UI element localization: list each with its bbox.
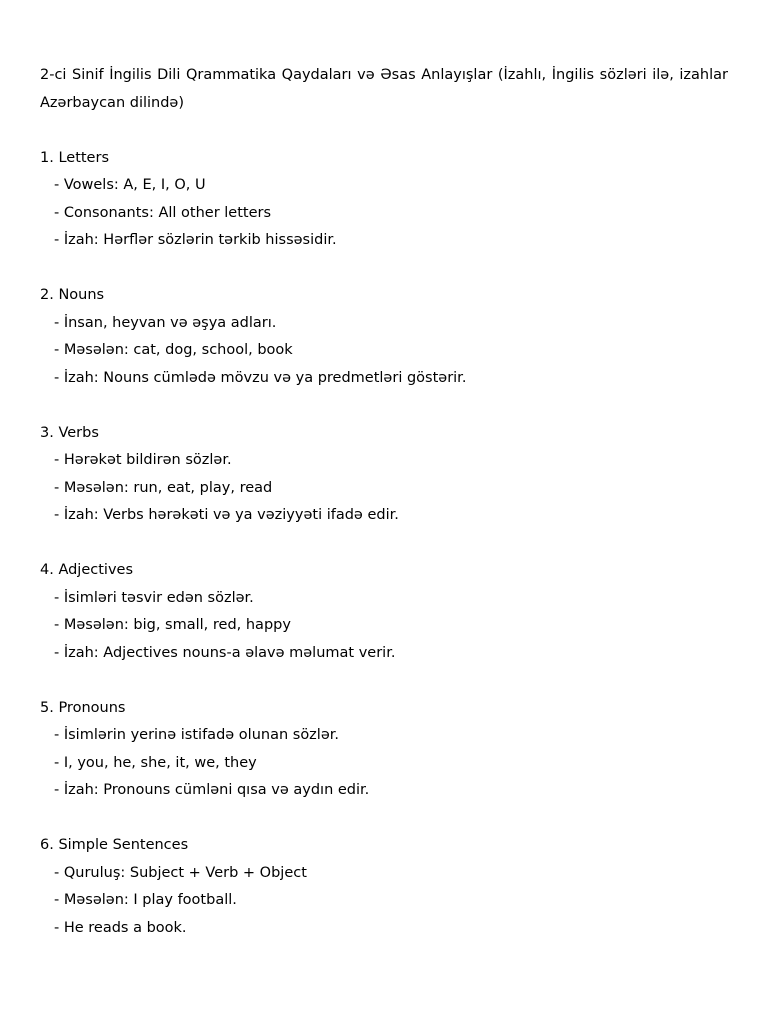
section-verbs: [40, 420, 728, 530]
document-title: 2-ci Sinif İngilis Dili Qrammatika Qaydaları və Əsas Anlayışlar (İzahlı, İngilis sözləri ilə, izahlar Azərbaycan dilində): [40, 67, 728, 111]
section-heading: 1. Letters: [40, 149, 109, 166]
list-item: - Məsələn: cat, dog, school, book: [54, 342, 293, 358]
section-heading: 6. Simple Sentences: [40, 837, 189, 853]
list-item: - İzah: Nouns cümlədə mövzu və ya predmetləri göstərir.: [54, 369, 467, 386]
section-items: [40, 860, 728, 943]
list-item: - Vowels: A, E, I, O, U: [54, 177, 206, 193]
section-adjectives: [40, 557, 728, 667]
list-item: - Məsələn: big, small, red, happy: [54, 617, 291, 633]
list-item: - İzah: Pronouns cümləni qısa və aydın edir.: [54, 782, 370, 798]
list-item: - Quruluş: Subject + Verb + Object: [54, 864, 307, 881]
section-heading: 4. Adjectives: [40, 562, 134, 578]
list-item: - Hərəkət bildirən sözlər.: [54, 452, 232, 468]
list-item: - İnsan, heyvan və əşya adları.: [54, 314, 277, 331]
list-item: - İzah: Verbs hərəkəti və ya vəziyyəti ifadə edir.: [54, 507, 399, 523]
list-item: - Məsələn: run, eat, play, read: [54, 479, 273, 496]
list-item: - İsimlərin yerinə istifadə olunan sözlər.: [54, 727, 339, 743]
list-item: - İzah: Adjectives nouns-a əlavə məlumat verir.: [54, 644, 396, 661]
section-items: [40, 585, 728, 668]
section-simple-sentences: [40, 832, 728, 942]
list-item: - He reads a book.: [54, 919, 187, 936]
section-pronouns: [40, 695, 728, 805]
list-item: - İzah: Hərflər sözlərin tərkib hissəsidir.: [54, 232, 337, 248]
list-item: - Məsələn: I play football.: [54, 892, 237, 908]
section-letters: [40, 145, 728, 255]
section-heading: 3. Verbs: [40, 424, 99, 441]
section-heading: 5. Pronouns: [40, 699, 126, 716]
list-item: - I, you, he, she, it, we, they: [54, 754, 257, 771]
section-items: [40, 172, 728, 255]
list-item: - Consonants: All other letters: [54, 204, 272, 221]
section-nouns: [40, 282, 728, 392]
document-page: [40, 62, 728, 942]
list-item: - İsimləri təsvir edən sözlər.: [54, 589, 254, 606]
section-items: [40, 722, 728, 805]
section-items: [40, 310, 728, 393]
section-items: [40, 447, 728, 530]
section-heading: 2. Nouns: [40, 287, 105, 303]
